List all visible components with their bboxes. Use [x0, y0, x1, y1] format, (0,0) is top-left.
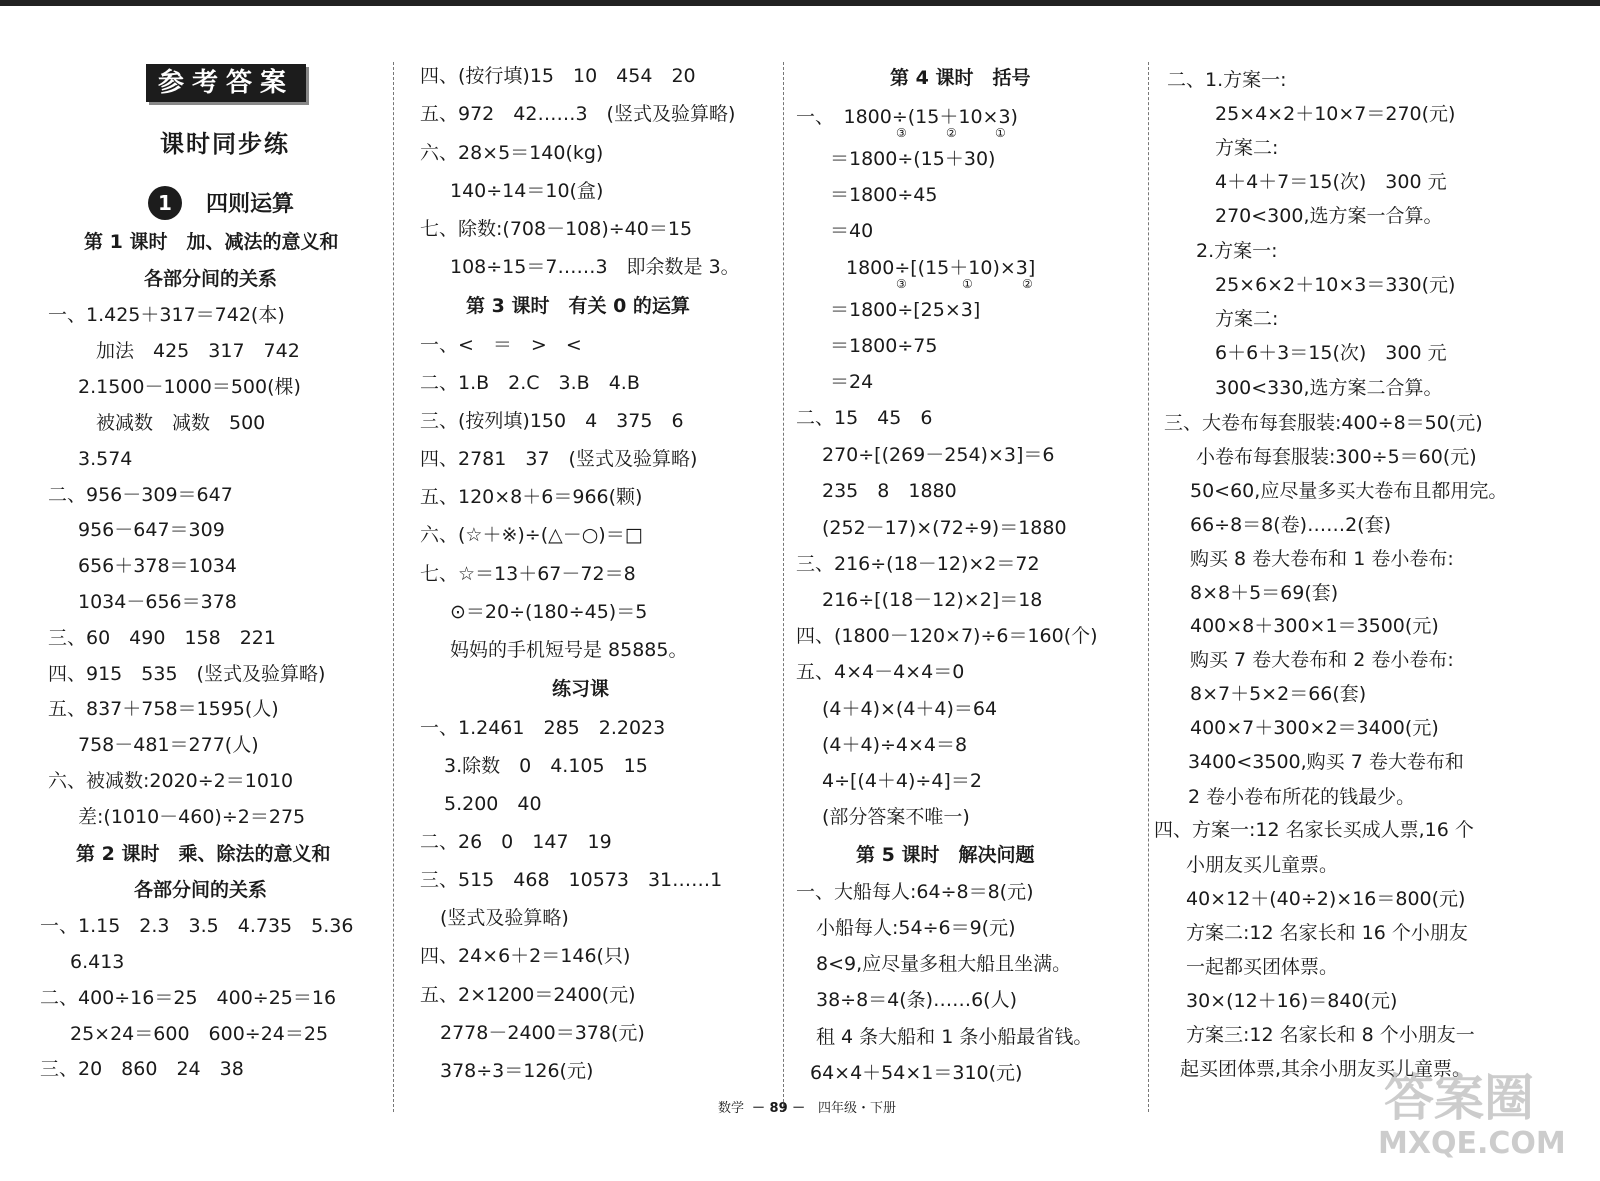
- answer-line: 四、方案一:12 名家长买成人票,16 个: [1154, 819, 1474, 841]
- answer-line: 二、956－309＝647: [48, 484, 233, 506]
- answer-line: 一、 1800÷(15＋10×3): [796, 106, 1018, 128]
- answer-line: 四、915 535 (竖式及验算略): [48, 663, 326, 685]
- answer-line: 一、大船每人:64÷8＝8(元): [796, 881, 1034, 903]
- answer-line: 六、(☆＋※)÷(△－○)＝□: [420, 524, 643, 546]
- answer-line: 235 8 1880: [822, 480, 957, 502]
- answer-line: 小船每人:54÷6＝9(元): [816, 917, 1016, 939]
- answer-line: ＝24: [830, 371, 874, 393]
- order-mark: ③: [896, 277, 907, 291]
- answer-line: 方案三:12 名家长和 8 个小朋友一: [1186, 1024, 1475, 1046]
- answer-line: 四、(按行填)15 10 454 20: [420, 65, 696, 87]
- answer-line: ＝1800÷75: [830, 335, 938, 357]
- answer-line: 2778－2400＝378(元): [440, 1022, 645, 1044]
- footer-grade: 四年级・下册: [818, 1101, 897, 1116]
- answer-line: 3400<3500,购买 7 卷大卷布和: [1188, 751, 1464, 773]
- answer-line: 三、(按列填)150 4 375 6: [420, 410, 684, 432]
- order-mark: ②: [1022, 277, 1033, 291]
- answer-line: (4＋4)÷4×4＝8: [822, 734, 968, 756]
- answer-line: 656＋378＝1034: [78, 555, 237, 577]
- answer-line: 小卷布每套服装:300÷5＝60(元): [1196, 446, 1477, 468]
- answer-line: 五、837＋758＝1595(人): [48, 698, 279, 720]
- answer-line: 38÷8＝4(条)……6(人): [816, 989, 1018, 1011]
- lesson-title: 第 1 课时 加、减法的意义和: [84, 231, 339, 253]
- answer-line: 四、24×6＋2＝146(只): [420, 945, 631, 967]
- watermark-logo: [1378, 1052, 1588, 1170]
- answer-line: 25×6×2＋10×3＝330(元): [1215, 274, 1456, 296]
- order-mark: ①: [962, 277, 973, 291]
- answer-line: 五、2×1200＝2400(元): [420, 984, 636, 1006]
- answer-line: 300<330,选方案二合算。: [1215, 377, 1443, 399]
- answer-line: 三、大卷布每套服装:400÷8＝50(元): [1164, 412, 1483, 434]
- answer-line: 25×24＝600 600÷24＝25: [70, 1023, 329, 1045]
- answer-line: 一、< ＝ > <: [420, 334, 582, 356]
- answer-line: 956－647＝309: [78, 519, 225, 541]
- footer-subject: 数学: [718, 1101, 745, 1116]
- watermark-title: 答案圈: [1384, 1069, 1534, 1127]
- answer-line: 一起都买团体票。: [1186, 956, 1339, 978]
- answer-line: 二、400÷16＝25 400÷25＝16: [40, 987, 337, 1009]
- answer-line: 758－481＝277(人): [78, 734, 259, 756]
- answer-line: 租 4 条大船和 1 条小船最省钱。: [816, 1026, 1093, 1048]
- answer-line: 3.574: [78, 448, 133, 470]
- lesson-title: 第 3 课时 有关 0 的运算: [466, 295, 690, 317]
- column-divider: [393, 62, 394, 1112]
- answer-line: 4÷[(4＋4)÷4]＝2: [822, 770, 982, 792]
- watermark-url: MXQE.COM: [1378, 1126, 1566, 1161]
- unit-number-badge: 1: [148, 186, 182, 220]
- answer-line: 方案二:12 名家长和 16 个小朋友: [1186, 922, 1468, 944]
- answer-banner: 参考答案: [146, 64, 306, 102]
- answer-line: 8<9,应尽量多租大船且坐满。: [816, 953, 1072, 975]
- answer-line: 六、被减数:2020÷2＝1010: [48, 770, 294, 792]
- order-mark: ②: [946, 126, 957, 140]
- answer-line: ＝1800÷45: [830, 184, 938, 206]
- unit-title: 四则运算: [206, 192, 295, 217]
- answer-line: 一、1.15 2.3 3.5 4.735 5.36: [40, 915, 354, 937]
- answer-line: ＝1800÷(15＋30): [830, 148, 996, 170]
- answer-line: 三、515 468 10573 31……1: [420, 869, 723, 891]
- answer-line: 4＋4＋7＝15(次) 300 元: [1215, 171, 1447, 193]
- answer-line: 七、除数:(708－108)÷40＝15: [420, 218, 693, 240]
- answer-line: 216÷[(18－12)×2]＝18: [822, 589, 1043, 611]
- answer-line: ＝1800÷[25×3]: [830, 299, 981, 321]
- column-divider: [1148, 62, 1149, 1112]
- answer-line: 二、1.B 2.C 3.B 4.B: [420, 372, 640, 394]
- answer-line: 二、1.方案一:: [1167, 69, 1287, 91]
- answer-line: 2.方案一:: [1196, 240, 1278, 262]
- answer-line: 400×7＋300×2＝3400(元): [1190, 717, 1439, 739]
- answer-line: 七、☆＝13＋67－72＝8: [420, 563, 636, 585]
- footer-page-number: － 89 －: [752, 1101, 806, 1116]
- answer-line: 1800÷[(15＋10)×3]: [846, 257, 1036, 279]
- answer-line: 50<60,应尽量多买大卷布且都用完。: [1190, 480, 1508, 502]
- answer-line: (4＋4)×(4＋4)＝64: [822, 698, 998, 720]
- answer-line: 方案二:: [1215, 137, 1279, 159]
- lesson-title: 第 4 课时 括号: [890, 67, 1031, 89]
- answer-line: 270÷[(269－254)×3]＝6: [822, 444, 1055, 466]
- order-mark: ①: [995, 126, 1006, 140]
- answer-line: 妈妈的手机短号是 85885。: [450, 639, 688, 661]
- answer-line: 五、4×4－4×4＝0: [796, 661, 965, 683]
- lesson-title: 第 5 课时 解决问题: [856, 844, 1035, 866]
- answer-line: (竖式及验算略): [440, 907, 569, 929]
- lesson-title: 练习课: [552, 678, 610, 700]
- answer-line: 起买团体票,其余小朋友买儿童票。: [1180, 1058, 1472, 1080]
- answer-line: 270<300,选方案一合算。: [1215, 205, 1443, 227]
- answer-line: 三、60 490 158 221: [48, 627, 276, 649]
- section-subtitle: 课时同步练: [160, 130, 290, 158]
- answer-line: 差:(1010－460)÷2＝275: [78, 806, 306, 828]
- answer-line: ＝40: [830, 220, 874, 242]
- answer-line: 一、1.425＋317＝742(本): [48, 304, 285, 326]
- top-border: [0, 0, 1600, 6]
- answer-line: 五、120×8＋6＝966(颗): [420, 486, 643, 508]
- answer-line: 购买 8 卷大卷布和 1 卷小卷布:: [1190, 548, 1454, 570]
- answer-line: 2.1500－1000＝500(棵): [78, 376, 301, 398]
- answer-line: 6.413: [70, 951, 125, 973]
- answer-line: ⊙＝20÷(180÷45)＝5: [450, 601, 648, 623]
- answer-line: 400×8＋300×1＝3500(元): [1190, 615, 1439, 637]
- answer-line: 378÷3＝126(元): [440, 1060, 594, 1082]
- lesson-title: 第 2 课时 乘、除法的意义和: [76, 843, 331, 865]
- answer-line: 108÷15＝7……3 即余数是 3。: [450, 256, 740, 278]
- order-mark: ③: [896, 126, 907, 140]
- answer-line: 三、20 860 24 38: [40, 1058, 244, 1080]
- answer-line: 25×4×2＋10×7＝270(元): [1215, 103, 1456, 125]
- answer-line: 四、2781 37 (竖式及验算略): [420, 448, 698, 470]
- answer-line: 六、28×5＝140(kg): [420, 142, 604, 164]
- answer-line: 3.除数 0 4.105 15: [444, 755, 648, 777]
- answer-line: 66÷8＝8(卷)……2(套): [1190, 514, 1392, 536]
- answer-line: 30×(12＋16)＝840(元): [1186, 990, 1398, 1012]
- answer-line: 40×12＋(40÷2)×16＝800(元): [1186, 888, 1466, 910]
- answer-line: 方案二:: [1215, 308, 1279, 330]
- answer-line: 加法 425 317 742: [96, 340, 300, 362]
- answer-line: (252－17)×(72÷9)＝1880: [822, 517, 1067, 539]
- column-divider: [783, 62, 784, 1112]
- lesson-title: 各部分间的关系: [134, 879, 268, 901]
- answer-line: 2 卷小卷布所花的钱最少。: [1188, 786, 1416, 808]
- answer-line: 购买 7 卷大卷布和 2 卷小卷布:: [1190, 649, 1454, 671]
- answer-line: 二、15 45 6: [796, 407, 933, 429]
- answer-line: 四、(1800－120×7)÷6＝160(个): [796, 625, 1098, 647]
- answer-line: 64×4＋54×1＝310(元): [810, 1062, 1023, 1084]
- answer-line: (部分答案不唯一): [822, 806, 970, 828]
- answer-line: 一、1.2461 285 2.2023: [420, 717, 666, 739]
- answer-line: 被减数 减数 500: [96, 412, 266, 434]
- answer-line: 三、216÷(18－12)×2＝72: [796, 553, 1040, 575]
- answer-line: 五、972 42……3 (竖式及验算略): [420, 103, 736, 125]
- answer-line: 8×7＋5×2＝66(套): [1190, 683, 1367, 705]
- answer-line: 6＋6＋3＝15(次) 300 元: [1215, 342, 1447, 364]
- answer-line: 8×8＋5＝69(套): [1190, 582, 1339, 604]
- answer-line: 5.200 40: [444, 793, 542, 815]
- answer-line: 二、26 0 147 19: [420, 831, 612, 853]
- answer-line: 小朋友买儿童票。: [1186, 854, 1339, 876]
- answer-line: 1034－656＝378: [78, 591, 237, 613]
- lesson-title: 各部分间的关系: [144, 268, 278, 290]
- answer-line: 140÷14＝10(盒): [450, 180, 604, 202]
